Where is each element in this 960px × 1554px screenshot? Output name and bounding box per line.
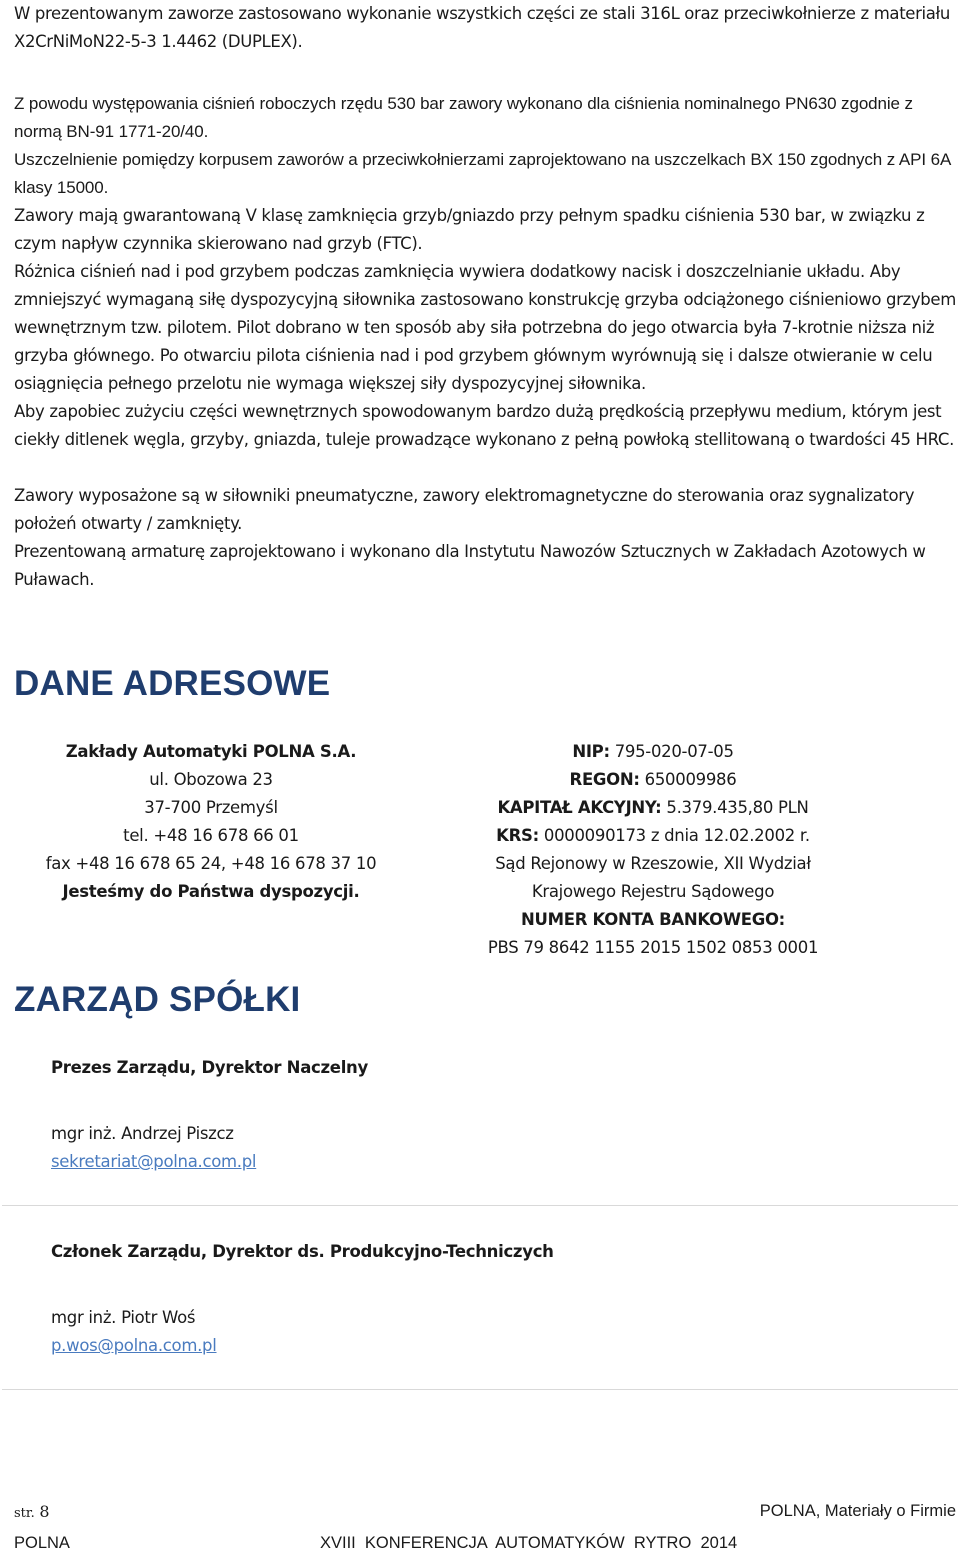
address-contact-column	[20, 738, 402, 906]
paragraph-closure-class: Zawory mają gwarantowaną V klasę zamknięcia grzyb/gniazdo przy pełnym spadku ciśnienia 530 bar, w związku z czym napływ czynnika skierowano nad grzyb (FTC).	[14, 206, 925, 253]
page-label: str.	[14, 1506, 35, 1521]
krs-row	[462, 822, 844, 850]
closing-note: Jesteśmy do Państwa dyspozycji.	[62, 882, 360, 901]
court-line-1: Sąd Rejonowy w Rzeszowie, XII Wydział	[495, 854, 811, 873]
nip-row	[462, 738, 844, 766]
krs-label: KRS:	[496, 826, 539, 845]
divider	[2, 1205, 958, 1206]
regon-value: 650009986	[644, 770, 737, 789]
board-heading: ZARZĄD SPÓŁKI	[14, 980, 301, 1019]
paragraph-materials: W prezentowanym zaworze zastosowano wykonanie wszystkich części ze stali 316L oraz przeciwkołnierze z materiału X2CrNiMoN22-5-3 1.4462 (DUPLEX).	[14, 4, 950, 51]
company-name: Zakłady Automatyki POLNA S.A.	[65, 742, 357, 761]
court-line-2: Krajowego Rejestru Sądowego	[531, 882, 775, 901]
member-1-name: mgr inż. Andrzej Piszcz	[51, 1124, 234, 1143]
paragraph-pressure: Z powodu występowania ciśnień roboczych rzędu 530 bar zawory wykonano dla ciśnienia nominalnego PN630 zgodnie z normą BN-91 1771-20/40.	[14, 94, 913, 141]
account-label: NUMER KONTA BANKOWEGO:	[521, 910, 785, 929]
account-value: PBS 79 8642 1155 2015 1502 0853 0001	[487, 938, 819, 957]
member-2-name: mgr inż. Piotr Woś	[51, 1308, 196, 1327]
paragraph-actuators: Zawory wyposażone są w siłowniki pneumatyczne, zawory elektromagnetyczne do sterowania oraz sygnalizatory położeń otwarty / zamknięty.	[14, 486, 915, 533]
phone: tel. +48 16 678 66 01	[123, 826, 299, 845]
paragraph-sealing: Uszczelnienie pomiędzy korpusem zaworów a przeciwkołnierzami zaprojektowano na uszczelkach BX 150 zgodnych z API 6A klasy 15000.	[14, 150, 951, 197]
capital-label: KAPITAŁ AKCYJNY:	[497, 798, 662, 817]
footer-conference: XVIII KONFERENCJA AUTOMATYKÓW RYTRO 2014	[320, 1534, 738, 1552]
member-1-email-link[interactable]: sekretariat@polna.com.pl	[51, 1152, 257, 1171]
regon-row	[462, 766, 844, 794]
member-2-email-link[interactable]: p.wos@polna.com.pl	[51, 1336, 217, 1355]
divider	[2, 1389, 958, 1390]
regon-label: REGON:	[569, 770, 640, 789]
street: ul. Obozowa 23	[149, 770, 273, 789]
member-1-title: Prezes Zarządu, Dyrektor Naczelny	[51, 1058, 368, 1077]
paragraph-pilot: Różnica ciśnień nad i pod grzybem podczas zamknięcia wywiera dodatkowy nacisk i doszczelnianie układu. Aby zmniejszyć wymaganą siłę dyspozycyjną siłownika zastosowano konstrukcję grzyba odciążonego ciśnieniowo grzybem wewnętrznym tzw. pilotem. Pilot dobrano w ten sposób aby siła potrzebna do jego otwarcia była 7-krotnie niższa niż grzyba głównego. Po otwarciu pilota ciśnienia nad i pod grzybem głównym wyrównują się i dalsze otwieranie w celu osiągnięcia pełnego przelotu nie wymaga większej siły dyspozycyjnej siłownika.	[14, 262, 956, 393]
address-registry-column	[462, 738, 844, 962]
fax: fax +48 16 678 65 24, +48 16 678 37 10	[45, 854, 377, 873]
capital-value: 5.379.435,80 PLN	[666, 798, 809, 817]
footer-company: POLNA	[14, 1534, 70, 1552]
paragraph-wear: Aby zapobiec zużyciu części wewnętrznych spowodowanym bardzo dużą prędkością przepływu medium, którym jest ciekły ditlenek węgla, grzyby, gniazda, tuleje prowadzące wykonano z pełną powłoką stellitowaną o twardości 45 HRC.	[14, 402, 954, 449]
footer-section: POLNA, Materiały o Firmie	[759, 1502, 956, 1520]
nip-label: NIP:	[572, 742, 610, 761]
address-heading: DANE ADRESOWE	[14, 664, 331, 703]
krs-value: 0000090173 z dnia 12.02.2002 r.	[543, 826, 810, 845]
member-2-title: Członek Zarządu, Dyrektor ds. Produkcyjno-Techniczych	[51, 1242, 554, 1261]
paragraph-customer: Prezentowaną armaturę zaprojektowano i wykonano dla Instytutu Nawozów Sztucznych w Zakładach Azotowych w Puławach.	[14, 542, 926, 589]
capital-row	[462, 794, 844, 822]
city: 37-700 Przemyśl	[144, 798, 278, 817]
nip-value: 795-020-07-05	[614, 742, 734, 761]
page-number: 8	[39, 1502, 50, 1521]
